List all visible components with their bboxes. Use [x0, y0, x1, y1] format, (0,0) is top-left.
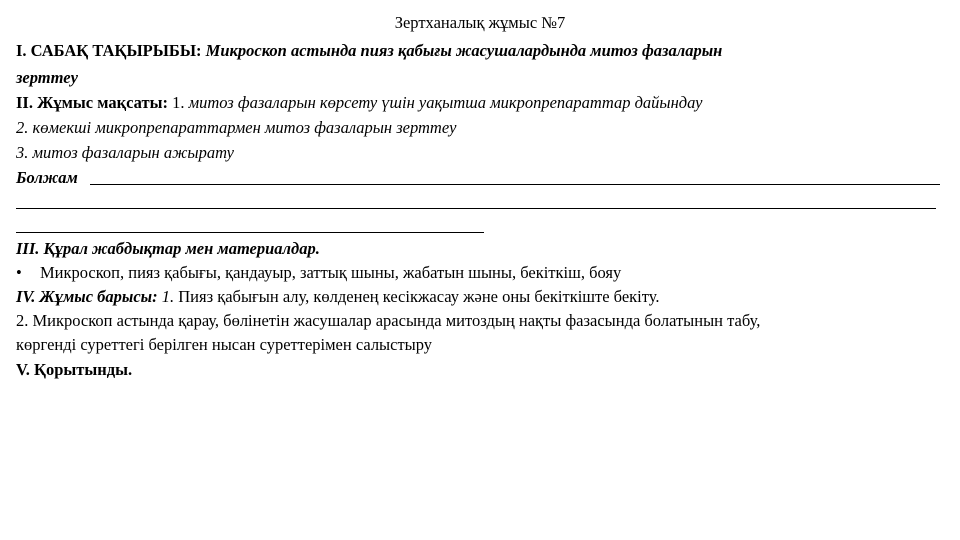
purpose-item2: 2. көмекші микропрепараттармен митоз фазаларын зерттеу [16, 118, 457, 137]
procedure-step2-continued: көргенді суреттегі берілген нысан суреттерімен салыстыру [16, 335, 433, 354]
procedure-step1-number: 1. [161, 287, 175, 306]
hypothesis-answer-line-3 [16, 232, 484, 233]
procedure-step1-text: Пияз қабығын алу, көлденең кесікжасау және оны бекіткіште бекіту. [178, 287, 660, 306]
bullet-icon: • [16, 263, 22, 282]
purpose-line [16, 92, 703, 114]
page-title: Зертханалық жұмыс №7 [394, 13, 566, 32]
equipment-heading: ІІІ. Құрал жабдықтар мен материалдар. [16, 239, 320, 258]
hypothesis-label: Болжам [16, 168, 78, 187]
procedure-step2: 2. Микроскоп астында қарау, бөлінетін жасушалар арасында митоздың нақты фазасында болатынын табу, [16, 311, 761, 330]
topic-label: І. САБАҚ ТАҚЫРЫБЫ: [16, 41, 202, 60]
conclusion-label: V. Қорытынды. [16, 360, 133, 379]
equipment-items: Микроскоп, пияз қабығы, қандауыр, заттық шыны, жабатын шыны, бекіткіш, бояу [40, 263, 622, 282]
purpose-item1-number: 1. [172, 93, 185, 112]
topic-text-continued: зерттеу [16, 68, 78, 87]
procedure-label: ІV. Жұмыс барысы: [16, 287, 158, 306]
hypothesis-answer-line-1 [90, 184, 940, 185]
procedure-line [16, 286, 659, 308]
topic-text: Микроскоп астында пияз қабығы жасушалардында митоз фазаларын [205, 41, 723, 60]
purpose-item3: 3. митоз фазаларын ажырату [16, 143, 234, 162]
topic-line [16, 40, 722, 62]
purpose-label: ІІ. Жұмыс мақсаты: [16, 93, 168, 112]
purpose-item1-text: митоз фазаларын көрсету үшін уақытша микропрепараттар дайындау [188, 93, 703, 112]
equipment-list-item [16, 262, 621, 284]
hypothesis-answer-line-2 [16, 208, 936, 209]
